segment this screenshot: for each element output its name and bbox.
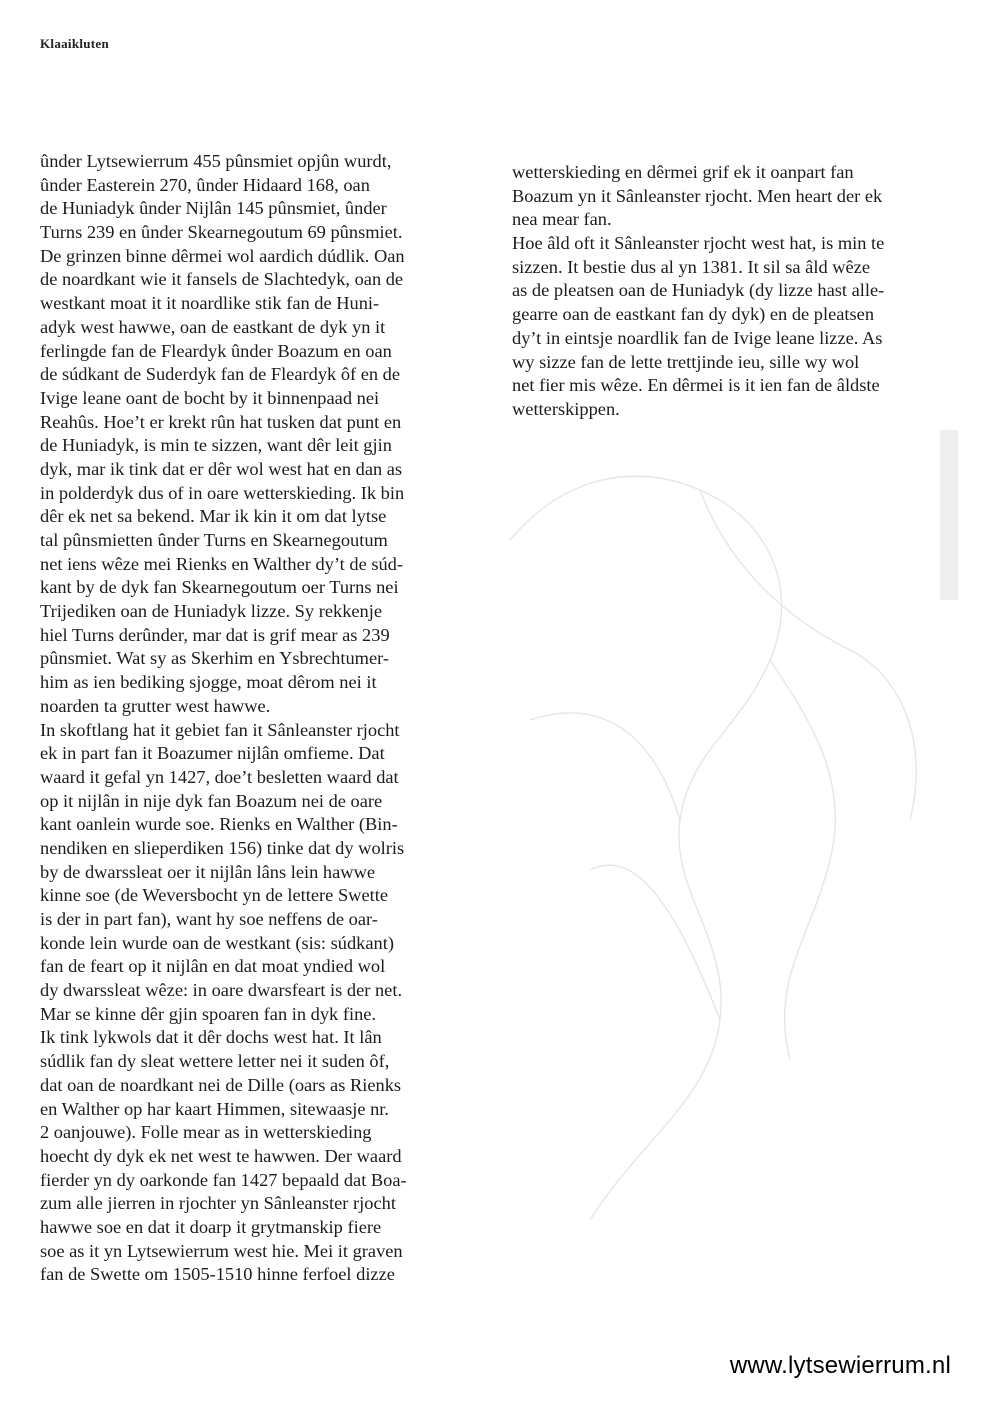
text-line: hiel Turns derûnder, mar dat is grif mear as 239	[40, 624, 390, 645]
text-line: Reahûs. Hoe’t er krekt rûn hat tusken dat punt en	[40, 411, 402, 432]
text-line: fan de feart op it nijlân en dat moat yndied wol	[40, 956, 386, 977]
text-line: tal pûnsmietten ûnder Turns en Skearnegoutum	[40, 530, 388, 550]
text-line: Hoe âld oft it Sânleanster rjocht west hat, is min te	[512, 233, 885, 254]
text-line: nendiken en slieperdiken 156) tinke dat dy wolris	[40, 837, 405, 858]
text-line: wetterskieding en dêrmei grif ek it oanpart fan	[512, 162, 854, 182]
text-line: zum alle jierren in rjochter yn Sânleanster rjocht	[40, 1193, 396, 1214]
text-line: dat oan de noardkant nei de Dille (oars as Rienks	[40, 1074, 402, 1095]
text-line: ek in part fan it Boazumer nijlân omfieme. Dat	[40, 743, 385, 764]
text-line: adyk west hawwe, oan de eastkant de dyk yn it	[40, 316, 386, 337]
right-column-text	[512, 161, 952, 422]
text-line: net fier mis wêze. En dêrmei is it ien fan de âldste	[512, 375, 880, 396]
text-line: nea mear fan.	[512, 209, 612, 230]
text-line: De grinzen binne dêrmei wol aardich dúdlik. Oan	[40, 245, 405, 266]
text-line: 2 oanjouwe). Folle mear as in wetterskieding	[40, 1122, 372, 1143]
text-line: de noardkant wie it fansels de Slachtedyk, oan de	[40, 269, 404, 290]
text-line: wy sizze fan de lette trettjinde ieu, sille wy wol	[512, 351, 860, 372]
text-line: de Huniadyk, is min te sizzen, want dêr leit gjin	[40, 435, 392, 456]
text-line: dyk, mar ik tink dat er dêr wol west hat en dan as	[40, 458, 403, 479]
text-line: Mar se kinne dêr gjin spoaren fan in dyk fine.	[40, 1003, 377, 1024]
text-line: fan de Swette om 1505-1510 hinne ferfoel dizze	[40, 1264, 395, 1285]
text-line: kant by de dyk fan Skearnegoutum oer Turns nei	[40, 577, 399, 598]
text-line: waard it gefal yn 1427, doe’t besletten waard dat	[40, 766, 399, 787]
text-line: wetterskippen.	[512, 398, 620, 419]
text-line: kinne soe (de Weversbocht yn de lettere Swette	[40, 885, 388, 906]
text-line: pûnsmiet. Wat sy as Skerhim en Ysbrechtumer-	[40, 648, 390, 669]
text-line: hawwe soe en dat it doarp it grytmanskip fiere	[40, 1216, 382, 1237]
text-line: net iens wêze mei Rienks en Walther dy’t de súd-	[40, 553, 403, 574]
text-line: sizzen. It bestie dus al yn 1381. It sil sa âld wêze	[512, 256, 871, 277]
text-line: hoecht dy dyk ek net west te hawwen. Der waard	[40, 1145, 402, 1166]
text-line: Ik tink lykwols dat it dêr dochs west hat. It lân	[40, 1027, 382, 1048]
text-line: as de pleatsen oan de Huniadyk (dy lizze hast alle-	[512, 280, 885, 301]
text-line: dy dwarssleat wêze: in oare dwarsfeart is der net.	[40, 980, 403, 1001]
text-line: Trijediken oan de Huniadyk lizze. Sy rekkenje	[40, 601, 383, 622]
text-line: de Huniadyk ûnder Nijlân 145 pûnsmiet, ûnder	[40, 198, 387, 219]
text-line: gearre oan de eastkant fan dy dyk) en de pleatsen	[512, 304, 875, 325]
text-line: Boazum yn it Sânleanster rjocht. Men heart der ek	[512, 185, 883, 206]
text-line: Turns 239 en ûnder Skearnegoutum 69 pûnsmiet.	[40, 222, 403, 243]
running-head: Klaaikluten	[40, 36, 110, 51]
left-column-text	[40, 150, 480, 1287]
text-line: In skoftlang hat it gebiet fan it Sânleanster rjocht	[40, 719, 400, 740]
text-line: op it nijlân in nije dyk fan Boazum nei de oare	[40, 790, 383, 811]
text-line: noarden ta grutter west hawwe.	[40, 695, 271, 716]
text-line: dêr ek net sa bekend. Mar ik kin it om dat lytse	[40, 506, 387, 527]
text-line: ferlingde fan de Fleardyk ûnder Boazum en oan	[40, 340, 392, 361]
text-line: by de dwarssleat oer it nijlân lâns lein hawwe	[40, 861, 376, 882]
text-line: in polderdyk dus of in oare wetterskieding. Ik bin	[40, 482, 405, 503]
show-through-watermark	[470, 420, 970, 1320]
text-line: kant oanlein wurde soe. Rienks en Walther (Bin-	[40, 814, 398, 835]
text-line: is der in part fan), want hy soe neffens de oar-	[40, 909, 378, 929]
text-line: him as ien bediking sjogge, moat dêrom nei it	[40, 672, 377, 693]
text-line: súdlik fan dy sleat wettere letter nei it suden ôf,	[40, 1051, 390, 1072]
text-line: konde lein wurde oan de westkant (sis: súdkant)	[40, 932, 394, 953]
footer-website-url: www.lytsewierrum.nl	[729, 1352, 951, 1379]
text-line: soe as it yn Lytsewierrum west hie. Mei it graven	[40, 1240, 403, 1261]
text-line: en Walther op har kaart Himmen, sitewaasje nr.	[40, 1098, 390, 1119]
text-line: westkant moat it it noardlike stik fan de Huni-	[40, 293, 380, 314]
text-line: ûnder Easterein 270, ûnder Hidaard 168, oan	[40, 174, 370, 195]
text-line: Ivige leane oant de bocht by it binnenpaad nei	[40, 387, 380, 408]
text-line: ûnder Lytsewierrum 455 pûnsmiet opjûn wurdt,	[40, 151, 392, 171]
text-line: fierder yn dy oarkonde fan 1427 bepaald dat Boa-	[40, 1169, 407, 1190]
text-line: dy’t in eintsje noardlik fan de Ivige leane lizze. As	[512, 327, 883, 348]
text-line: de súdkant de Suderdyk fan de Fleardyk ôf en de	[40, 364, 401, 385]
